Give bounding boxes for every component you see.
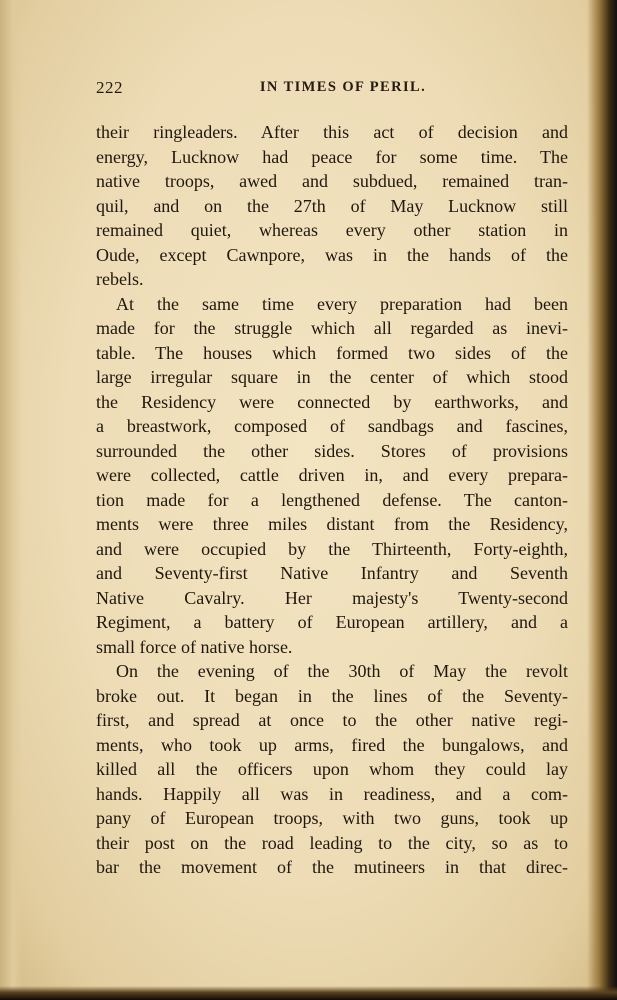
page-header [96,78,568,102]
body-text [96,120,568,880]
text-line: bar the movement of the mutineers in that direc- [96,857,568,877]
text-line: and Seventy-first Native Infantry and Seventh [96,563,568,583]
text-line: their post on the road leading to the city, so as to [96,832,568,853]
text-line: Oude, except Cawnpore, was in the hands of the [96,244,568,265]
text-line: tion made for a lengthened defense. The canton- [96,489,568,510]
text-line: made for the struggle which all regarded as inevi- [96,318,568,338]
running-title: IN TIMES OF PERIL. [259,79,427,95]
text-line: first, and spread at once to the other native regi- [96,710,568,730]
text-line: energy, Lucknow had peace for some time. The [96,146,568,167]
text-line: large irregular square in the center of which stood [96,367,568,387]
text-line: Native Cavalry. Her majesty's Twenty-second [96,587,568,608]
text-line: their ringleaders. After this act of decision and [96,122,568,142]
text-line: On the evening of the 30th of May the revolt [116,661,568,681]
text-line: hands. Happily all was in readiness, and a com- [96,783,568,804]
text-line: killed all the officers upon whom they could lay [96,759,568,779]
text-line: the Residency were connected by earthworks, and [96,391,568,412]
text-line: At the same time every preparation had been [116,293,568,314]
text-line: were collected, cattle driven in, and every prepara- [96,465,568,485]
text-line: broke out. It began in the lines of the Seventy- [96,685,568,706]
text-line: a breastwork, composed of sandbags and fascines, [96,416,568,436]
text-line: table. The houses which formed two sides of the [96,342,568,363]
text-line: and were occupied by the Thirteenth, Forty-eighth, [96,538,568,559]
text-line: rebels. [96,269,144,289]
text-line: remained quiet, whereas every other station in [96,220,568,240]
page-edge-shadow [587,0,617,1000]
text-line: pany of European troops, with two guns, took up [96,808,568,828]
text-line: native troops, awed and subdued, remained tran- [96,171,568,191]
text-line: small force of native horse. [96,636,293,657]
text-line: surrounded the other sides. Stores of provisions [96,440,568,461]
text-line: quil, and on the 27th of May Lucknow still [96,195,568,216]
page-bottom-shadow [0,986,617,1000]
text-line: Regiment, a battery of European artillery, and a [96,612,568,632]
page-gutter [0,0,22,1000]
text-line: ments, who took up arms, fired the bungalows, and [96,734,568,755]
text-line: ments were three miles distant from the Residency, [96,514,568,534]
page-number: 222 [96,78,123,97]
